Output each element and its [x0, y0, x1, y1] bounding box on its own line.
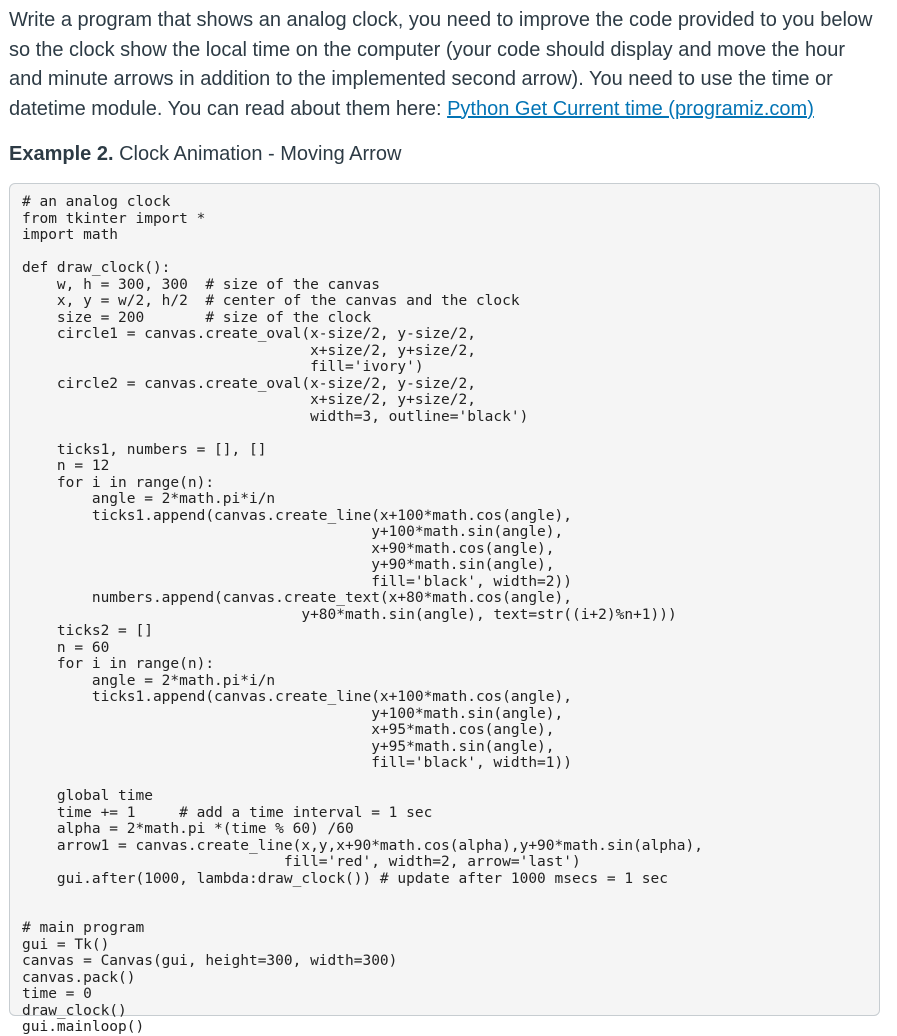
code-listing: # an analog clock from tkinter import * import math def draw_clock(): w, h = 300, 300 # size of the canvas x, y = w/2, h/2 # center of the canvas and the clock size = 200 # size of the clock circle1 = canvas.create_oval(x-size/2, y-size/2, x+size/2, y+size/2, fill='ivory') circle2 = canvas.create_oval(x-size/2, y-size/2, x+size/2, y+size/2, width=3, outline='black') ticks1, numbers = [], [] n = 12 for i in range(n): angle = 2*math.pi*i/n ticks1.append(canvas.create_line(x+100*math.cos(angle), y+100*math.sin(angle), x+90*math.cos(angle), y+90*math.sin(angle), fill='black', width=2)) numbers.append(canvas.create_text(x+80*math.cos(angle), y+80*math.sin(angle), text=str((i+2)%n+1))) ticks2 = [] n = 60 for i in range(n): angle = 2*math.pi*i/n ticks1.append(canvas.create_line(x+100*math.cos(angle), y+100*math.sin(angle), x+95*math.cos(angle), y+95*math.sin(angle), fill='black', width=1)) global time time += 1 # add a time interval = 1 sec alpha = 2*math.pi *(time % 60) /60 arrow1 = canvas.create_line(x,y,x+90*math.cos(alpha),y+90*math.sin(alpha), fill='red', width=2, arrow='last') gui.after(1000, lambda:draw_clock()) # update after 1000 msecs = 1 sec # main program gui = Tk() canvas = Canvas(gui, height=300, width=300) canvas.pack() time = 0 draw_clock() gui.mainloop()	[22, 194, 703, 1035]
example-title: Clock Animation - Moving Arrow	[113, 143, 402, 165]
assignment-instructions	[9, 6, 879, 124]
example-label: Example 2.	[9, 143, 114, 165]
instructions-text: Write a program that shows an analog clock, you need to improve the code provided to you below so the clock show the local time on the computer (your code should display and move the hour and minute arrows in addition to the implemented second arrow). You need to use the time or datetime module. You can read about them here:	[9, 9, 873, 120]
example-heading	[9, 140, 401, 168]
programiz-link[interactable]: Python Get Current time (programiz.com)	[447, 97, 814, 120]
code-block	[9, 183, 880, 1035]
